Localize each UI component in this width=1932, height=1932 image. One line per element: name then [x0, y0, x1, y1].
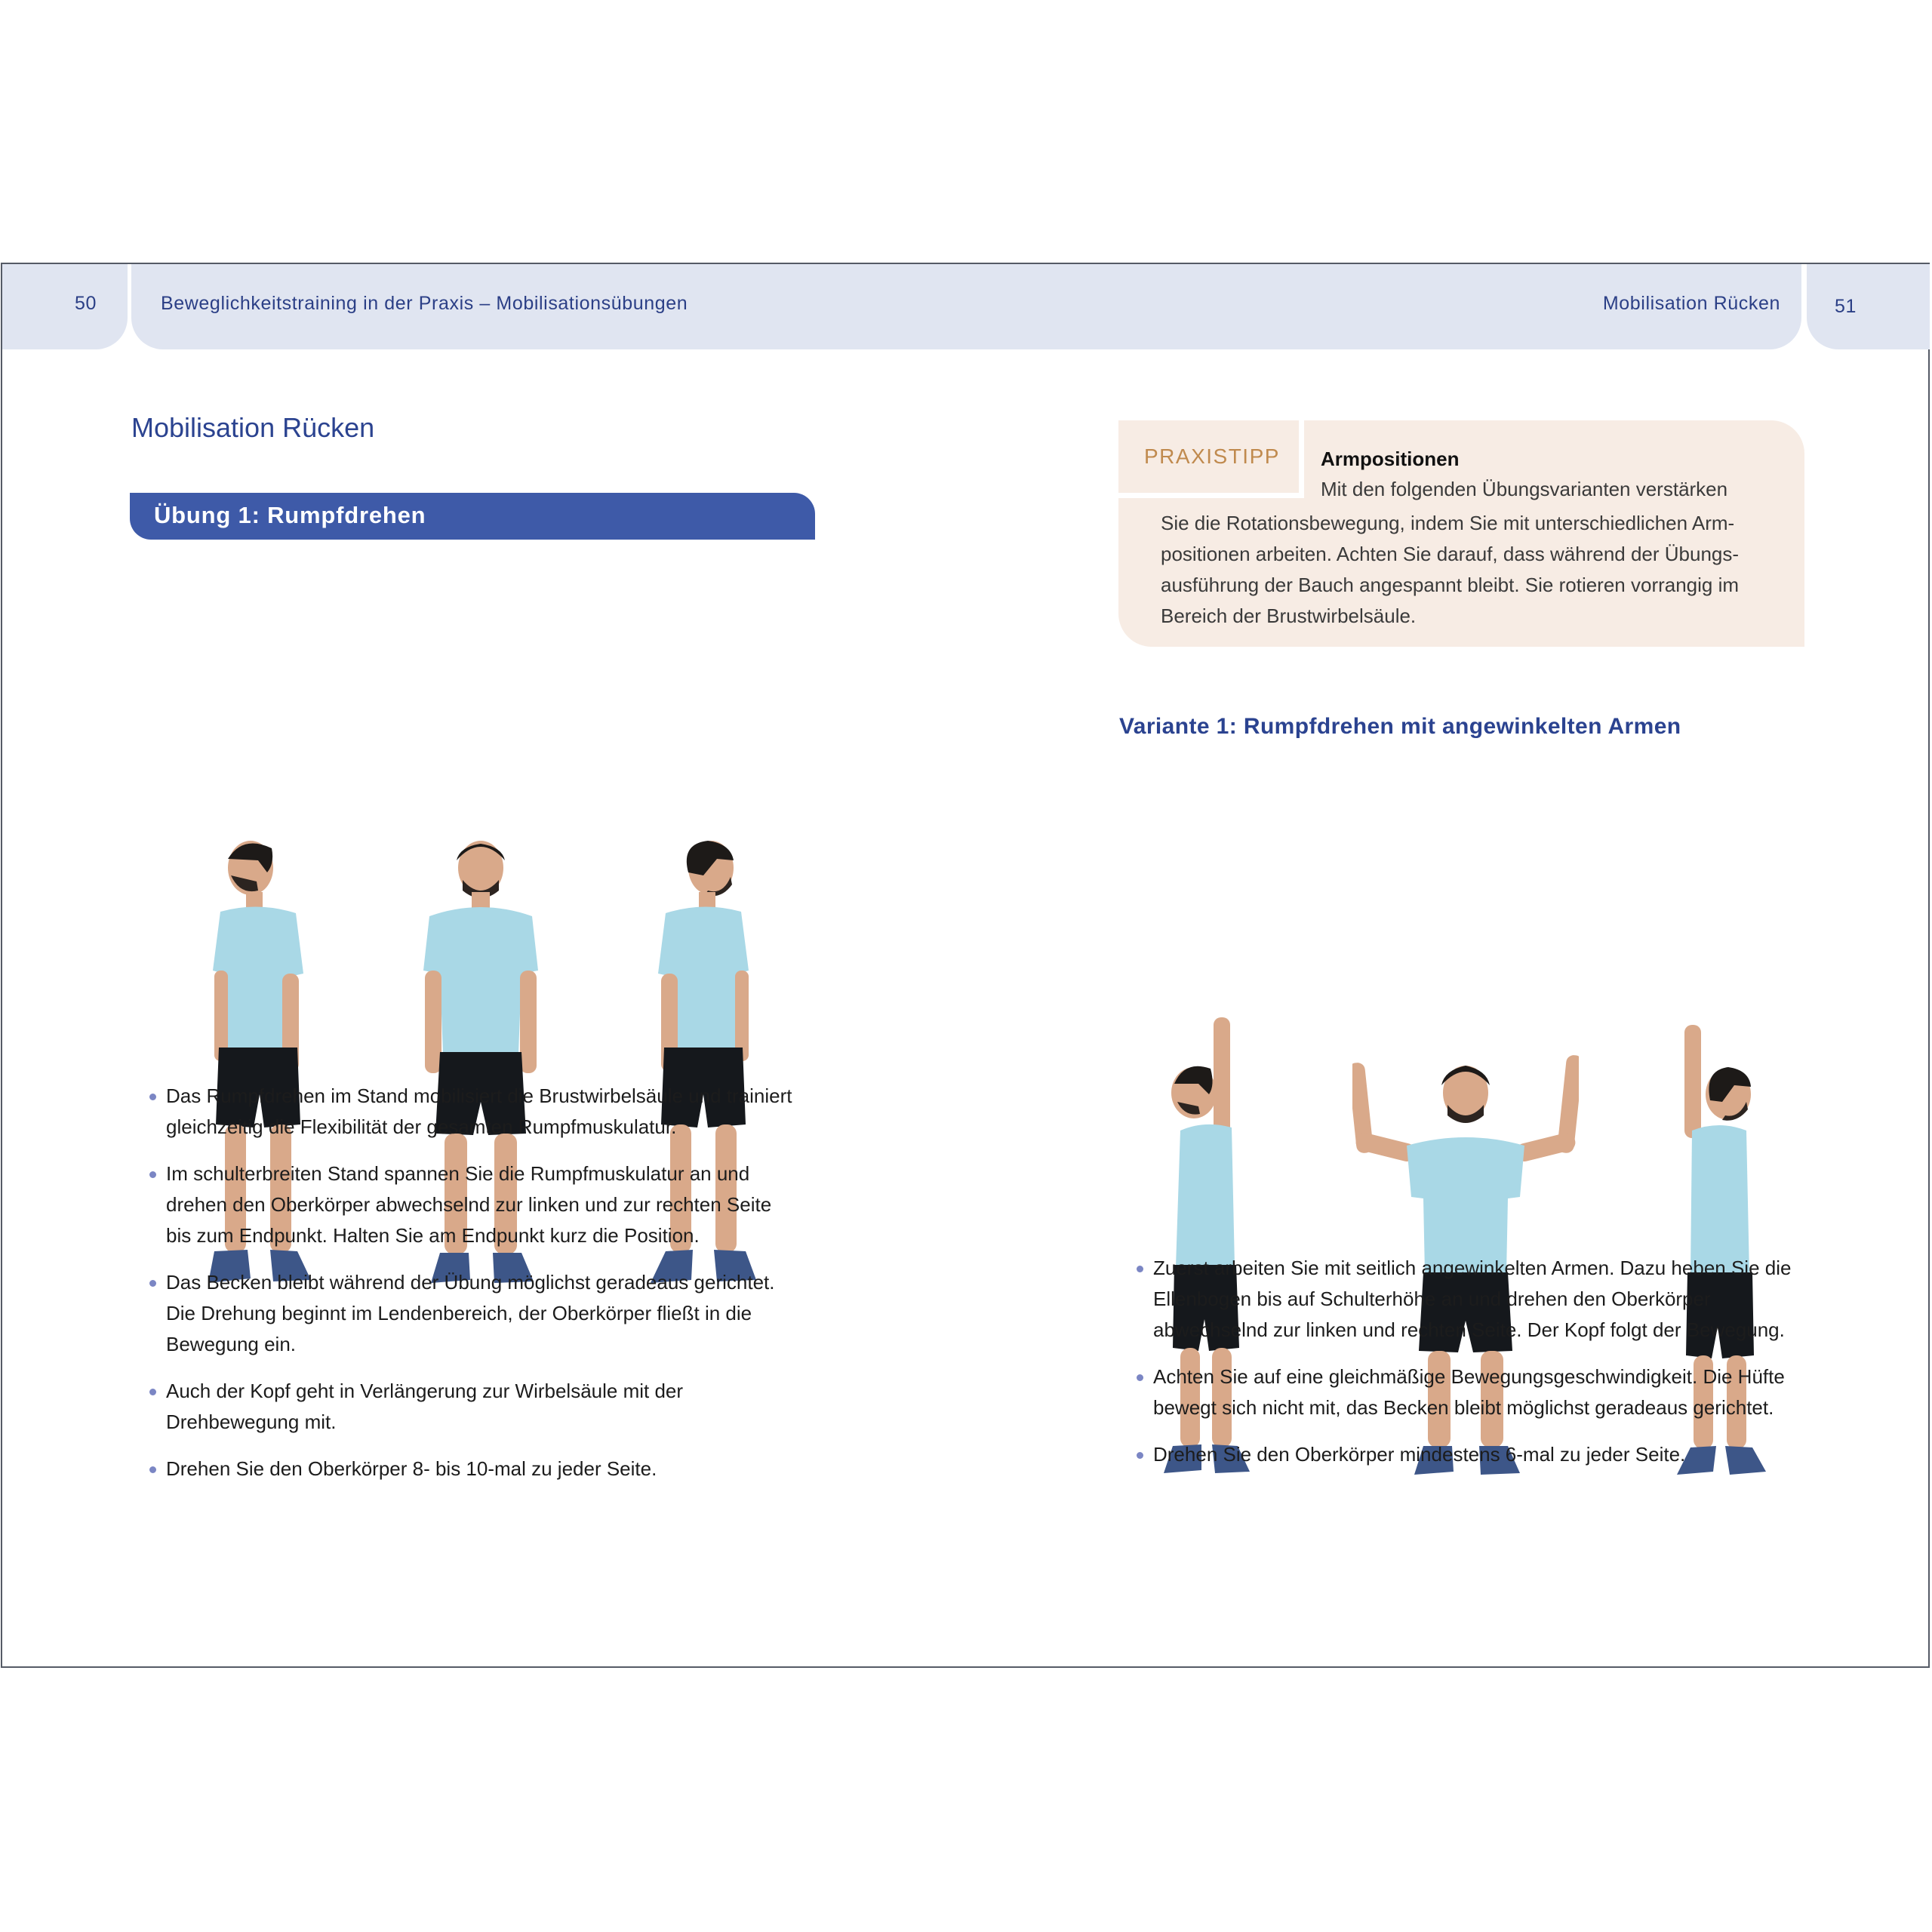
- list-item: Das Becken bleibt während der Übung möglichst geradeaus gerichtet. Die Drehung beginnt im Lendenbereich, der Oberkörper fließt in die Bewegung ein.: [150, 1267, 799, 1360]
- practice-tip-heading: Armpositionen: [1321, 448, 1460, 470]
- practice-tip-body: Sie die Rotationsbewegung, indem Sie mit unterschiedlichen Arm-positionen arbeiten. Achten Sie darauf, dass während der Übungs-ausführung der Bauch angespannt bleibt. Sie rotieren vorrangig im Bereich der Brustwirbelsäule.: [1161, 512, 1740, 627]
- practice-tip-box: [1118, 420, 1804, 647]
- variant-title: Variante 1: Rumpfdrehen mit angewinkelten Armen: [1119, 714, 1681, 739]
- list-item: Das Rumpfdrehen im Stand mobilisiert die Brustwirbelsäule und trainiert gleichzeitig die Flexibilität der gesamten Rumpfmuskulatur.: [150, 1081, 799, 1143]
- list-item: Im schulterbreiten Stand spannen Sie die Rumpfmuskulatur an und drehen den Oberkörper abwechselnd zur linken und zur rechten Seite bis zum Endpunkt. Halten Sie am Endpunkt kurz die Position.: [150, 1158, 799, 1251]
- right-page-number: 51: [1835, 296, 1857, 317]
- list-item: Drehen Sie den Oberkörper mindestens 6-mal zu jeder Seite.: [1137, 1439, 1801, 1470]
- list-item: Auch der Kopf geht in Verlängerung zur Wirbelsäule mit der Drehbewegung mit.: [150, 1376, 799, 1438]
- list-item: Drehen Sie den Oberkörper 8- bis 10-mal zu jeder Seite.: [150, 1454, 799, 1484]
- left-running-title: Beweglichkeitstraining in der Praxis – Mobilisationsübungen: [161, 293, 688, 314]
- header-tab-left-page-number: [2, 264, 128, 349]
- left-page-number: 50: [75, 293, 97, 314]
- variant-instructions-list: [1137, 1253, 1801, 1486]
- practice-tip-label-box: [1118, 420, 1304, 498]
- exercise-title-bar: [130, 493, 815, 540]
- list-item: Zuerst arbeiten Sie mit seitlich angewinkelten Armen. Dazu heben Sie die Ellenbogen bis auf Schulterhöhe an und drehen den Oberkörper abwechselnd zur linken und rechten Seite. Der Kopf folgt der Bewegung.: [1137, 1253, 1801, 1346]
- book-spread: [1, 263, 1930, 1668]
- practice-tip-first-line: Mit den folgenden Übungsvarianten verstärken: [1321, 478, 1728, 500]
- right-running-title: Mobilisation Rücken: [1602, 293, 1780, 314]
- section-title: Mobilisation Rücken: [131, 412, 375, 443]
- exercise-instructions-list: [150, 1081, 799, 1500]
- practice-tip-label: PRAXISTIPP: [1144, 445, 1280, 468]
- header-tab-right-page-number: [1807, 264, 1930, 349]
- list-item: Achten Sie auf eine gleichmäßige Bewegungsgeschwindigkeit. Die Hüfte bewegt sich nicht mit, das Becken bleibt möglichst geradeaus gerichtet.: [1137, 1361, 1801, 1423]
- exercise-title: Übung 1: Rumpfdrehen: [154, 502, 426, 528]
